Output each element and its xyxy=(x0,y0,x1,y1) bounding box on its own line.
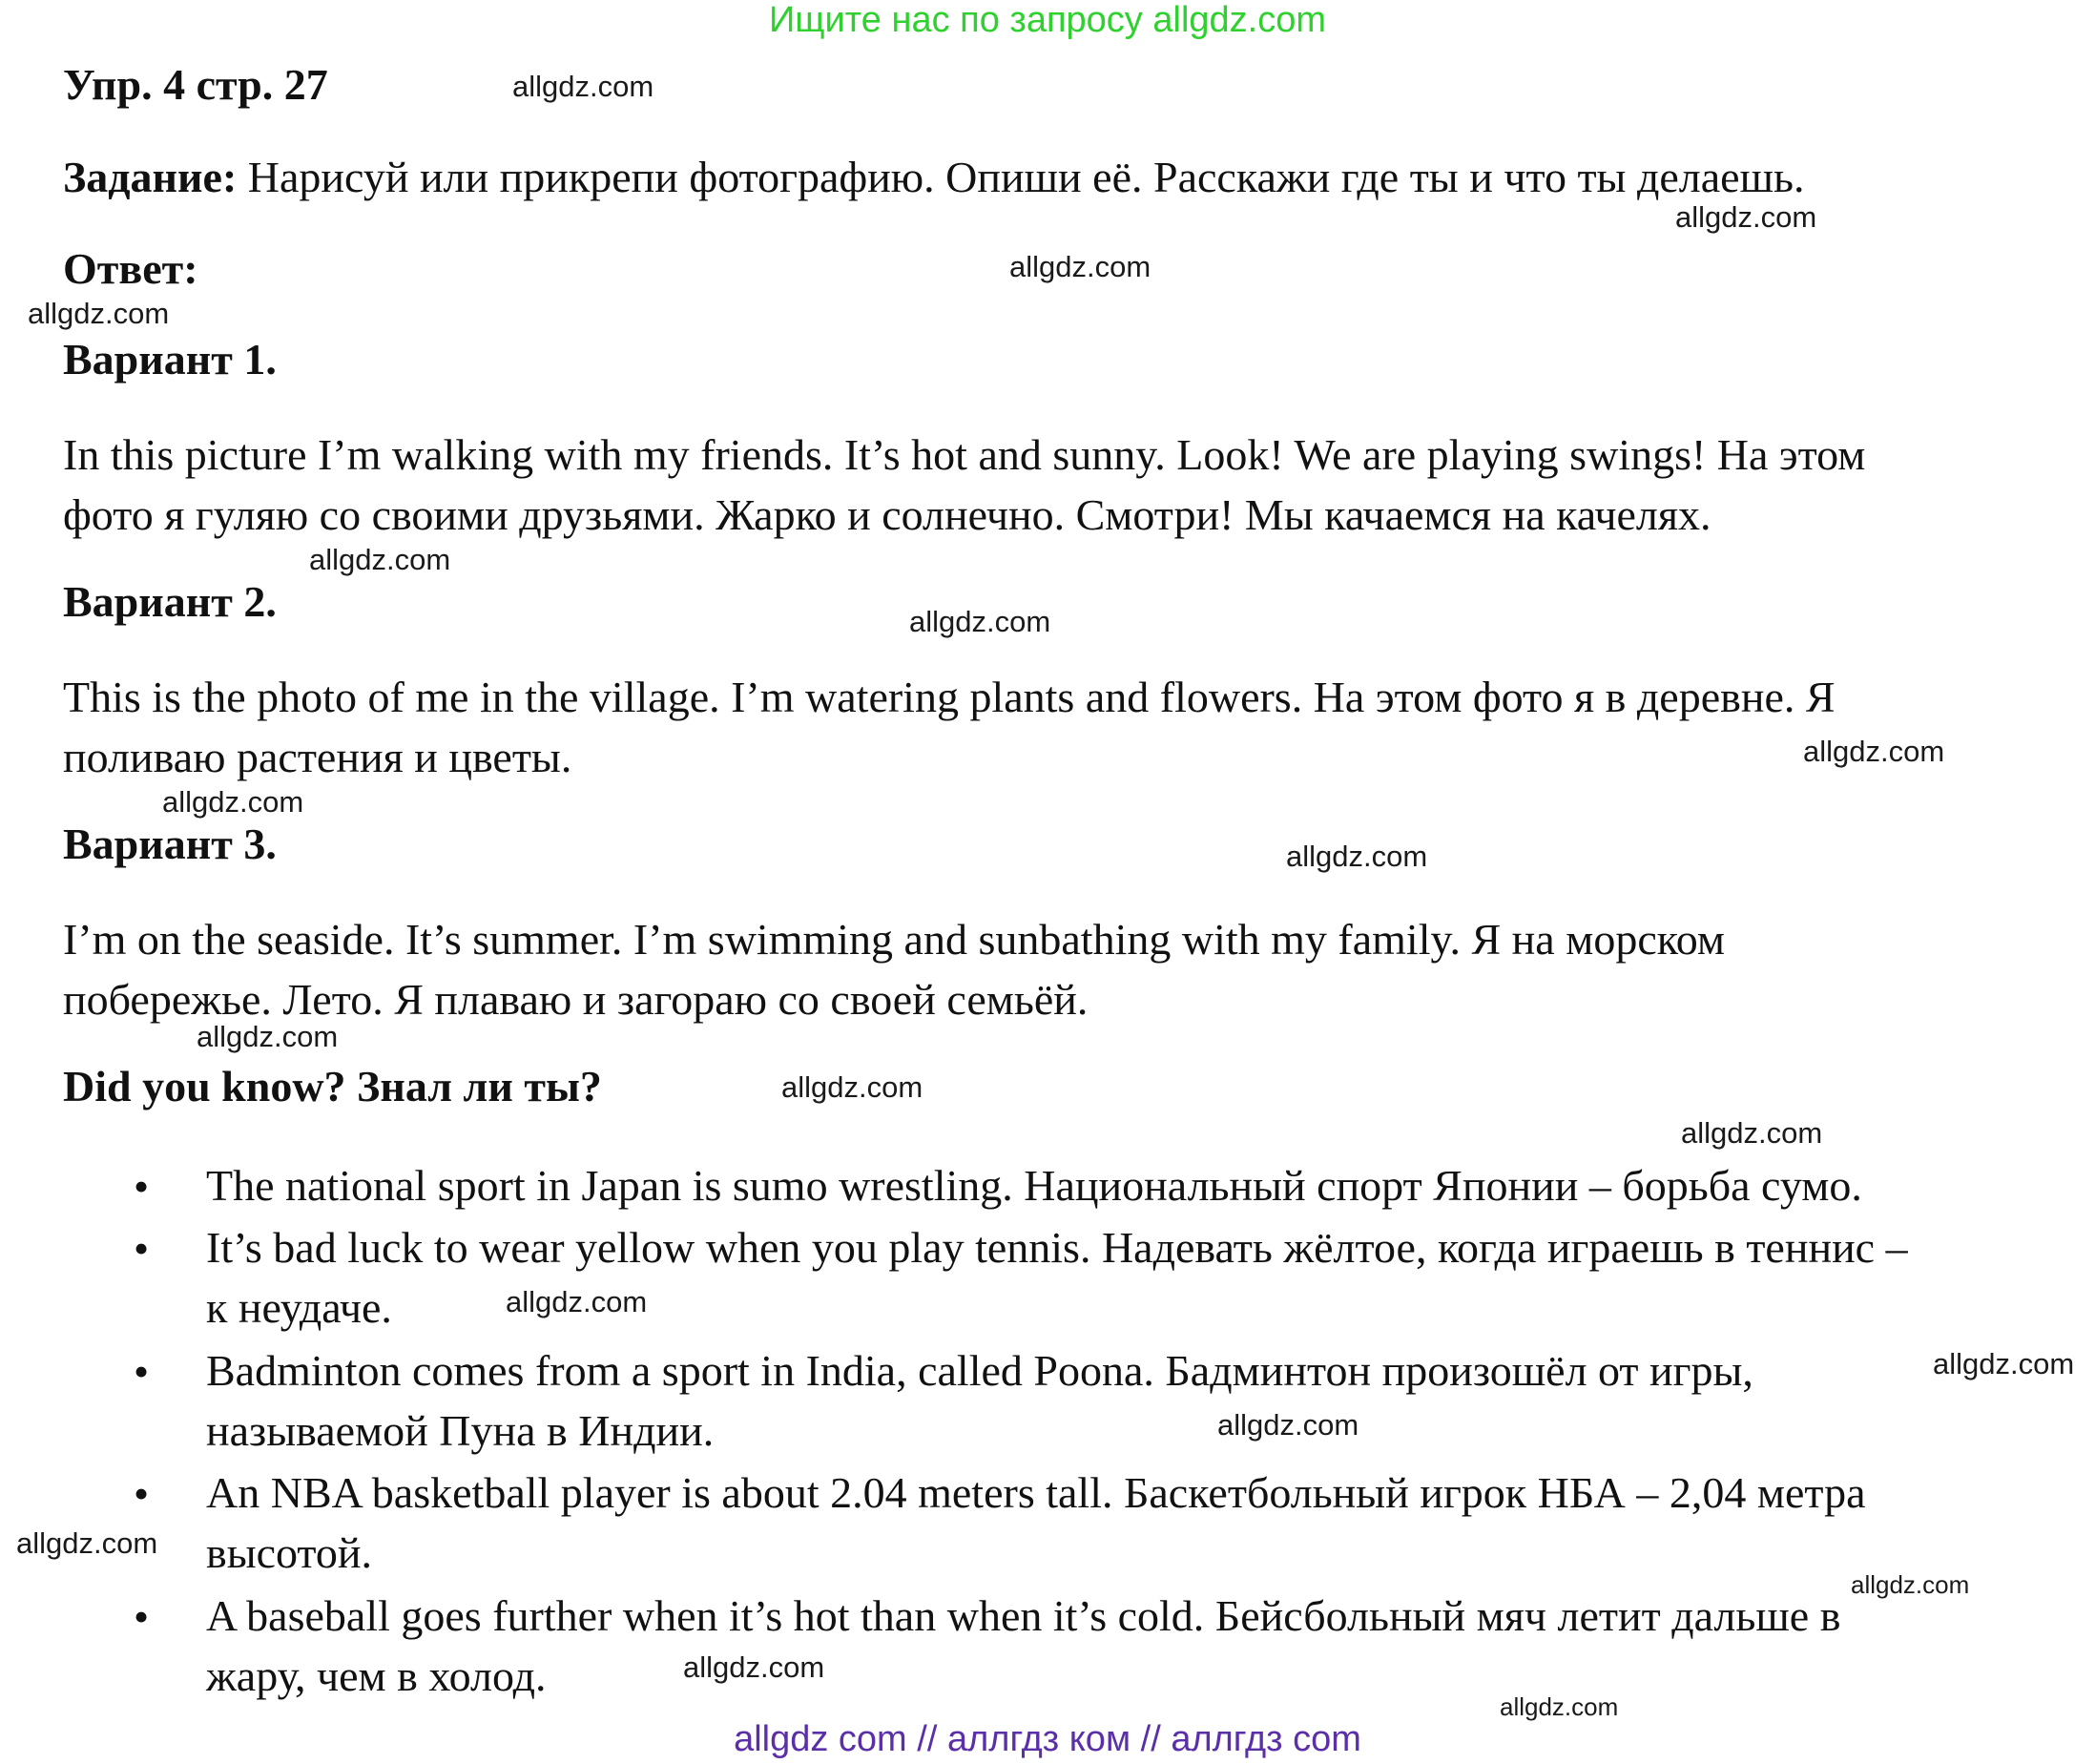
footer-link-3[interactable]: аллгдз com xyxy=(1171,1719,1361,1759)
watermark: allgdz.com xyxy=(1500,1692,1619,1721)
watermark: allgdz.com xyxy=(16,1526,158,1560)
watermark: allgdz.com xyxy=(506,1285,648,1318)
watermark: allgdz.com xyxy=(683,1650,825,1684)
top-banner: Ищите нас по запросу allgdz.com xyxy=(768,0,1326,40)
footer-link-2[interactable]: аллгдз ком xyxy=(946,1719,1131,1759)
watermark: allgdz.com xyxy=(1286,840,1428,873)
watermark: allgdz.com xyxy=(1675,200,1817,234)
watermark: allgdz.com xyxy=(1933,1347,2075,1380)
variant-3-line-1: I’m on the seaside. It’s summer. I’m swimming and sunbathing with my family. Я на морском xyxy=(63,915,1725,964)
footer xyxy=(0,1719,2095,1760)
footer-link-1[interactable]: allgdz com xyxy=(734,1719,907,1759)
watermark: allgdz.com xyxy=(197,1020,339,1053)
variant-1-title: Вариант 1. xyxy=(63,335,277,384)
watermark: allgdz.com xyxy=(1803,735,1945,768)
fact-2-line-1: It’s bad luck to wear yellow when you play tennis. Надевать жёлтое, когда играешь в теннис – xyxy=(206,1223,1908,1272)
watermark: allgdz.com xyxy=(309,543,451,576)
bullet-icon: • xyxy=(134,1224,150,1273)
fact-2-line-2: к неудаче. xyxy=(206,1283,392,1332)
task xyxy=(63,147,1804,207)
fact-4-line-2: высотой. xyxy=(206,1528,373,1577)
bullet-icon: • xyxy=(134,1469,150,1518)
watermark: allgdz.com xyxy=(1851,1570,1970,1599)
variant-2-line-1: This is the photo of me in the village. I’m watering plants and flowers. На этом фото я в деревне. Я xyxy=(63,673,1836,721)
variant-1-line-1: In this picture I’m walking with my friends. It’s hot and sunny. Look! We are playing swings! На этом xyxy=(63,430,1866,479)
bullet-icon: • xyxy=(134,1347,150,1396)
bullet-icon: • xyxy=(134,1162,150,1211)
footer-separator: // xyxy=(917,1719,938,1759)
watermark: allgdz.com xyxy=(162,785,304,819)
fact-4-line-1: An NBA basketball player is about 2.04 meters tall. Баскетбольный игрок НБА – 2,04 метра xyxy=(206,1468,1866,1517)
watermark: allgdz.com xyxy=(781,1070,923,1104)
bullet-icon: • xyxy=(134,1592,150,1641)
watermark: allgdz.com xyxy=(909,605,1051,638)
fact-3-line-1: Badminton comes from a sport in India, called Poona. Бадминтон произошёл от игры, xyxy=(206,1346,1753,1395)
watermark: allgdz.com xyxy=(1681,1116,1823,1150)
answer-label: Ответ: xyxy=(63,244,198,293)
did-you-know-title: Did you know? Знал ли ты? xyxy=(63,1062,602,1110)
variant-3-title: Вариант 3. xyxy=(63,820,277,868)
exercise-title: Упр. 4 стр. 27 xyxy=(63,60,328,109)
task-text: Нарисуй или прикрепи фотографию. Опиши её. Расскажи где ты и что ты делаешь. xyxy=(247,153,1805,201)
variant-2-title: Вариант 2. xyxy=(63,577,277,626)
watermark: allgdz.com xyxy=(1217,1408,1359,1442)
fact-5-line-1: A baseball goes further when it’s hot than when it’s cold. Бейсбольный мяч летит дальше в xyxy=(206,1591,1841,1640)
fact-3-line-2: называемой Пуна в Индии. xyxy=(206,1406,715,1455)
task-label: Задание: xyxy=(63,153,238,201)
fact-5-line-2: жару, чем в холод. xyxy=(206,1651,547,1700)
watermark: allgdz.com xyxy=(1009,250,1151,283)
watermark: allgdz.com xyxy=(28,297,170,330)
variant-2-line-2: поливаю растения и цветы. xyxy=(63,733,572,781)
variant-3-line-2: побережье. Лето. Я плаваю и загораю со своей семьёй. xyxy=(63,975,1089,1024)
fact-1-line-1: The national sport in Japan is sumo wrestling. Национальный спорт Японии – борьба сумо. xyxy=(206,1161,1862,1210)
watermark: allgdz.com xyxy=(512,70,654,103)
footer-separator: // xyxy=(1140,1719,1161,1759)
variant-1-line-2: фото я гуляю со своими друзьями. Жарко и солнечно. Смотри! Мы качаемся на качелях. xyxy=(63,490,1711,539)
